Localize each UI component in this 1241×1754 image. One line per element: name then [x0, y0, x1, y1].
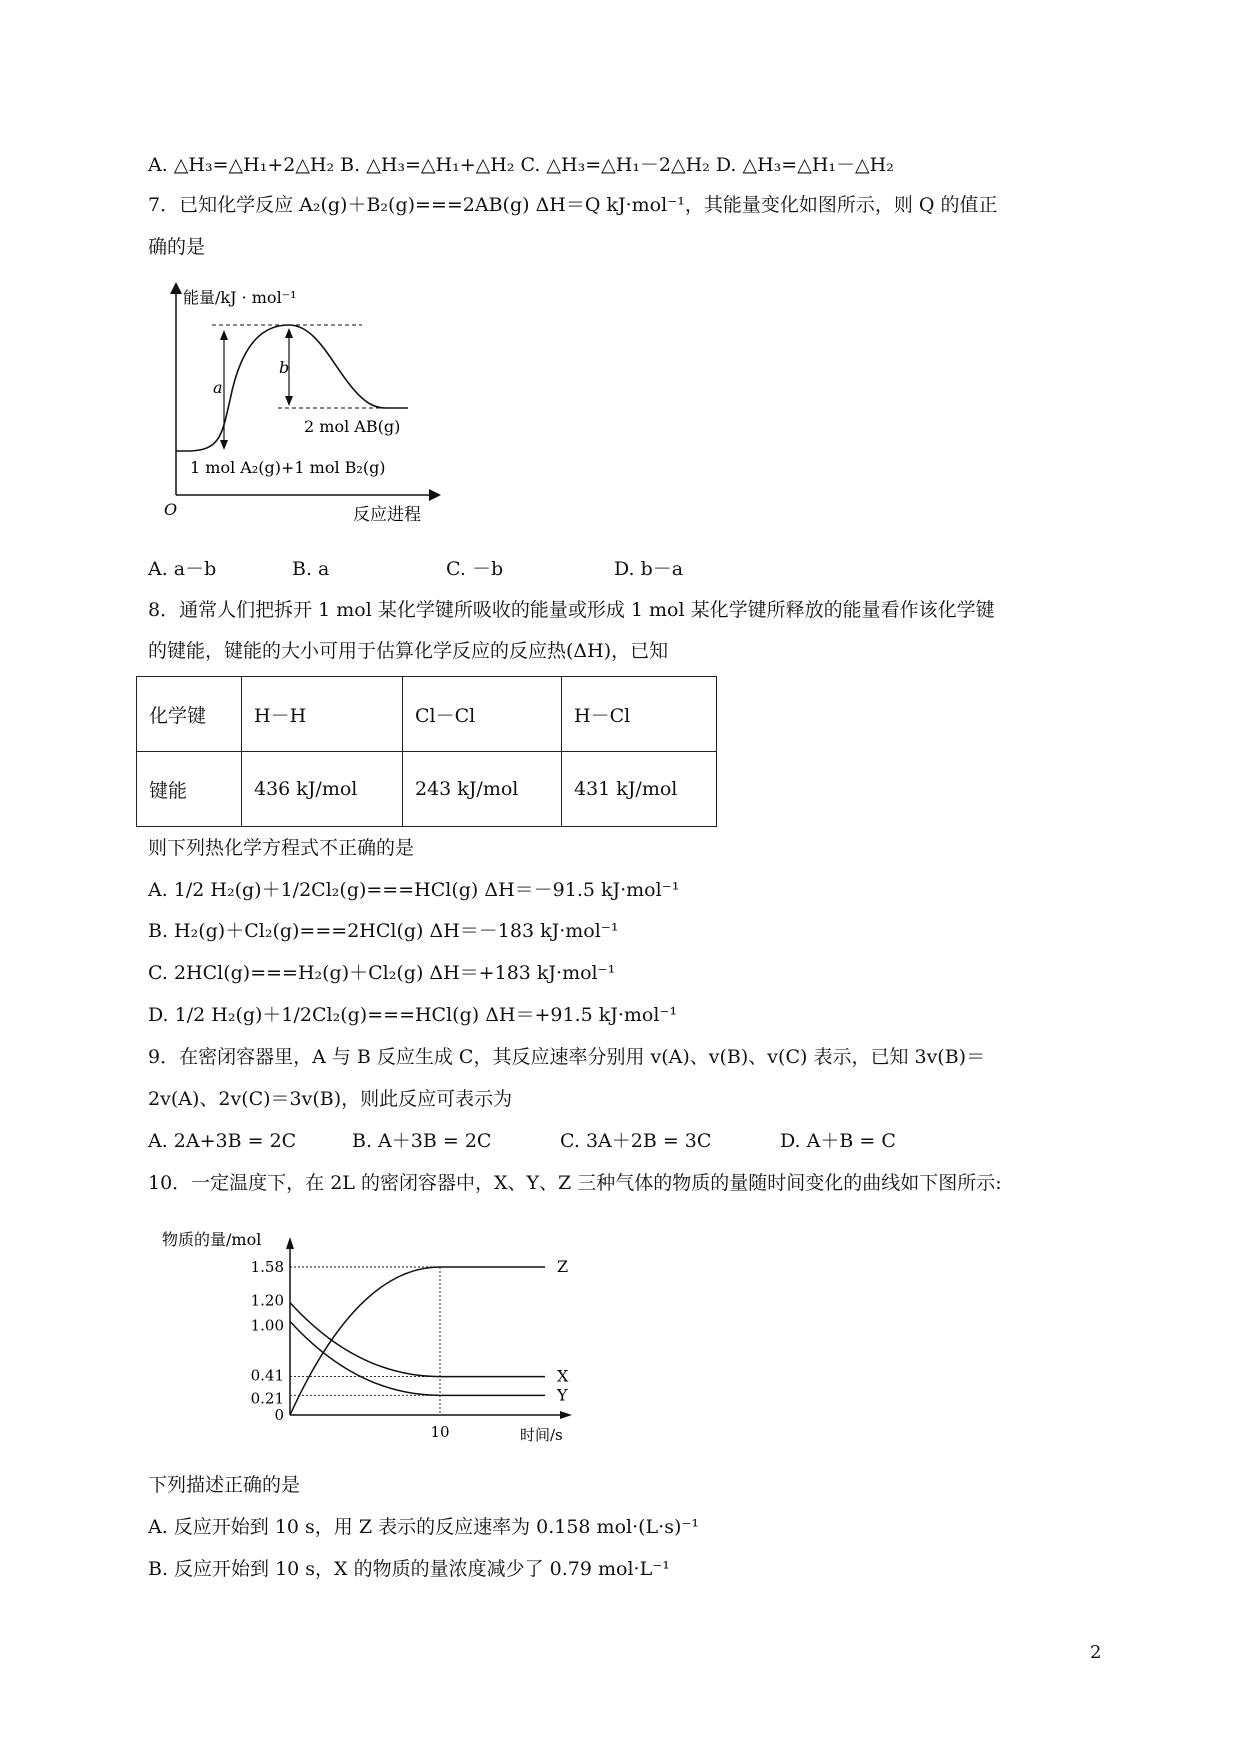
chart-x-label: 时间/s [520, 1426, 563, 1444]
series-label-x: X [557, 1366, 569, 1386]
q8-stem-line1: 8．通常人们把拆开 1 mol 某化学键所吸收的能量或形成 1 mol 某化学键所释放的能量看作该化学键 [148, 599, 995, 621]
q8-question: 则下列热化学方程式不正确的是 [148, 837, 415, 859]
series-line-z [290, 1267, 545, 1415]
q7-option-d: D. b－a [614, 558, 684, 580]
series-label-z: Z [557, 1257, 569, 1276]
table-cell: 431 kJ/mol [562, 752, 717, 827]
table-header-cell: H－H [242, 677, 403, 752]
product-label: 2 mol AB(g) [304, 417, 401, 436]
y-tick-label: 1.58 [250, 1258, 284, 1276]
q7-option-a: A. a－b [148, 558, 217, 580]
q7-option-b: B. a [292, 558, 330, 580]
q7-stem-line2: 确的是 [148, 236, 206, 258]
q10-option-a: A. 反应开始到 10 s，用 Z 表示的反应速率为 0.158 mol·(L·s)⁻¹ [148, 1516, 700, 1538]
energy-x-label: 反应进程 [353, 505, 421, 525]
q6-options: A. △H₃=△H₁+2△H₂ B. △H₃=△H₁+△H₂ C. △H₃=△H₁－2△H₂ D. △H₃=△H₁－△H₂ [148, 154, 894, 176]
y-tick-label: 0.21 [250, 1389, 284, 1408]
table-header-cell: 化学键 [137, 677, 242, 752]
y-tick-label: 1.20 [250, 1291, 284, 1310]
q8-option-d: D. 1/2 H₂(g)＋1/2Cl₂(g)===HCl(g) ΔH＝+91.5 kJ·mol⁻¹ [148, 1004, 678, 1026]
table-cell: 436 kJ/mol [242, 752, 403, 827]
table-cell: 键能 [137, 752, 242, 827]
energy-diagram [150, 280, 450, 540]
energy-y-label: 能量/kJ · mol⁻¹ [183, 288, 297, 307]
q9-option-d: D. A＋B = C [780, 1130, 896, 1152]
y-tick-label: 1.00 [250, 1316, 284, 1335]
q8-option-c: C. 2HCl(g)===H₂(g)＋Cl₂(g) ΔH＝+183 kJ·mol⁻¹ [148, 962, 616, 984]
q9-option-b: B. A＋3B = 2C [352, 1130, 492, 1152]
energy-origin: O [164, 500, 178, 519]
table-row [137, 677, 717, 752]
label-b: b [279, 358, 290, 377]
arrow-a-bottom-head [220, 440, 228, 450]
q8-option-a: A. 1/2 H₂(g)＋1/2Cl₂(g)===HCl(g) ΔH＝－91.5 kJ·mol⁻¹ [148, 879, 680, 901]
arrow-a-top-head [220, 330, 228, 340]
q9-option-c: C. 3A＋2B = 3C [560, 1130, 712, 1152]
chart-y-axis-arrow [286, 1237, 294, 1249]
page-number: 2 [1090, 1642, 1102, 1663]
series-line-y [290, 1321, 545, 1395]
label-a: a [213, 378, 223, 397]
q8-option-b: B. H₂(g)＋Cl₂(g)===2HCl(g) ΔH＝－183 kJ·mol⁻¹ [148, 920, 619, 942]
table-cell: 243 kJ/mol [403, 752, 562, 827]
series-line-x [290, 1303, 545, 1377]
table-header-cell: H－Cl [562, 677, 717, 752]
q7-option-c: C. －b [446, 558, 504, 580]
y-tick-label: 0 [274, 1406, 284, 1424]
q8-stem-line2: 的键能，键能的大小可用于估算化学反应的反应热(ΔH)，已知 [148, 640, 669, 662]
y-tick-label: 0.41 [250, 1366, 284, 1385]
q9-stem-line1: 9．在密闭容器里，A 与 B 反应生成 C，其反应速率分别用 v(A)、v(B)、v(C) 表示，已知 3v(B)＝ [148, 1046, 986, 1068]
q10-stem: 10．一定温度下，在 2L 的密闭容器中，X、Y、Z 三种气体的物质的量随时间变化的曲线如下图所示: [148, 1172, 1002, 1194]
q10-question: 下列描述正确的是 [148, 1474, 301, 1496]
arrow-b-top-head [285, 328, 293, 338]
chart-x-axis-arrow [560, 1411, 572, 1419]
x-tick-label: 10 [430, 1423, 450, 1441]
q7-stem-line1: 7．已知化学反应 A₂(g)＋B₂(g)===2AB(g) ΔH＝Q kJ·mol⁻¹，其能量变化如图所示，则 Q 的值正 [148, 194, 998, 216]
q10-option-b: B. 反应开始到 10 s，X 的物质的量浓度减少了 0.79 mol·L⁻¹ [148, 1558, 670, 1580]
series-label-y: Y [557, 1385, 568, 1405]
table-header-cell: Cl－Cl [403, 677, 562, 752]
q9-option-a: A. 2A+3B = 2C [148, 1130, 297, 1152]
bond-energy-table [136, 676, 717, 827]
quantity-time-chart [150, 1215, 590, 1445]
chart-y-label: 物质的量/mol [162, 1230, 262, 1249]
q9-stem-line2: 2v(A)、2v(C)＝3v(B)，则此反应可表示为 [148, 1088, 513, 1110]
arrow-b-bottom-head [285, 396, 293, 406]
table-row [137, 752, 717, 827]
reactant-label: 1 mol A₂(g)+1 mol B₂(g) [190, 458, 386, 477]
